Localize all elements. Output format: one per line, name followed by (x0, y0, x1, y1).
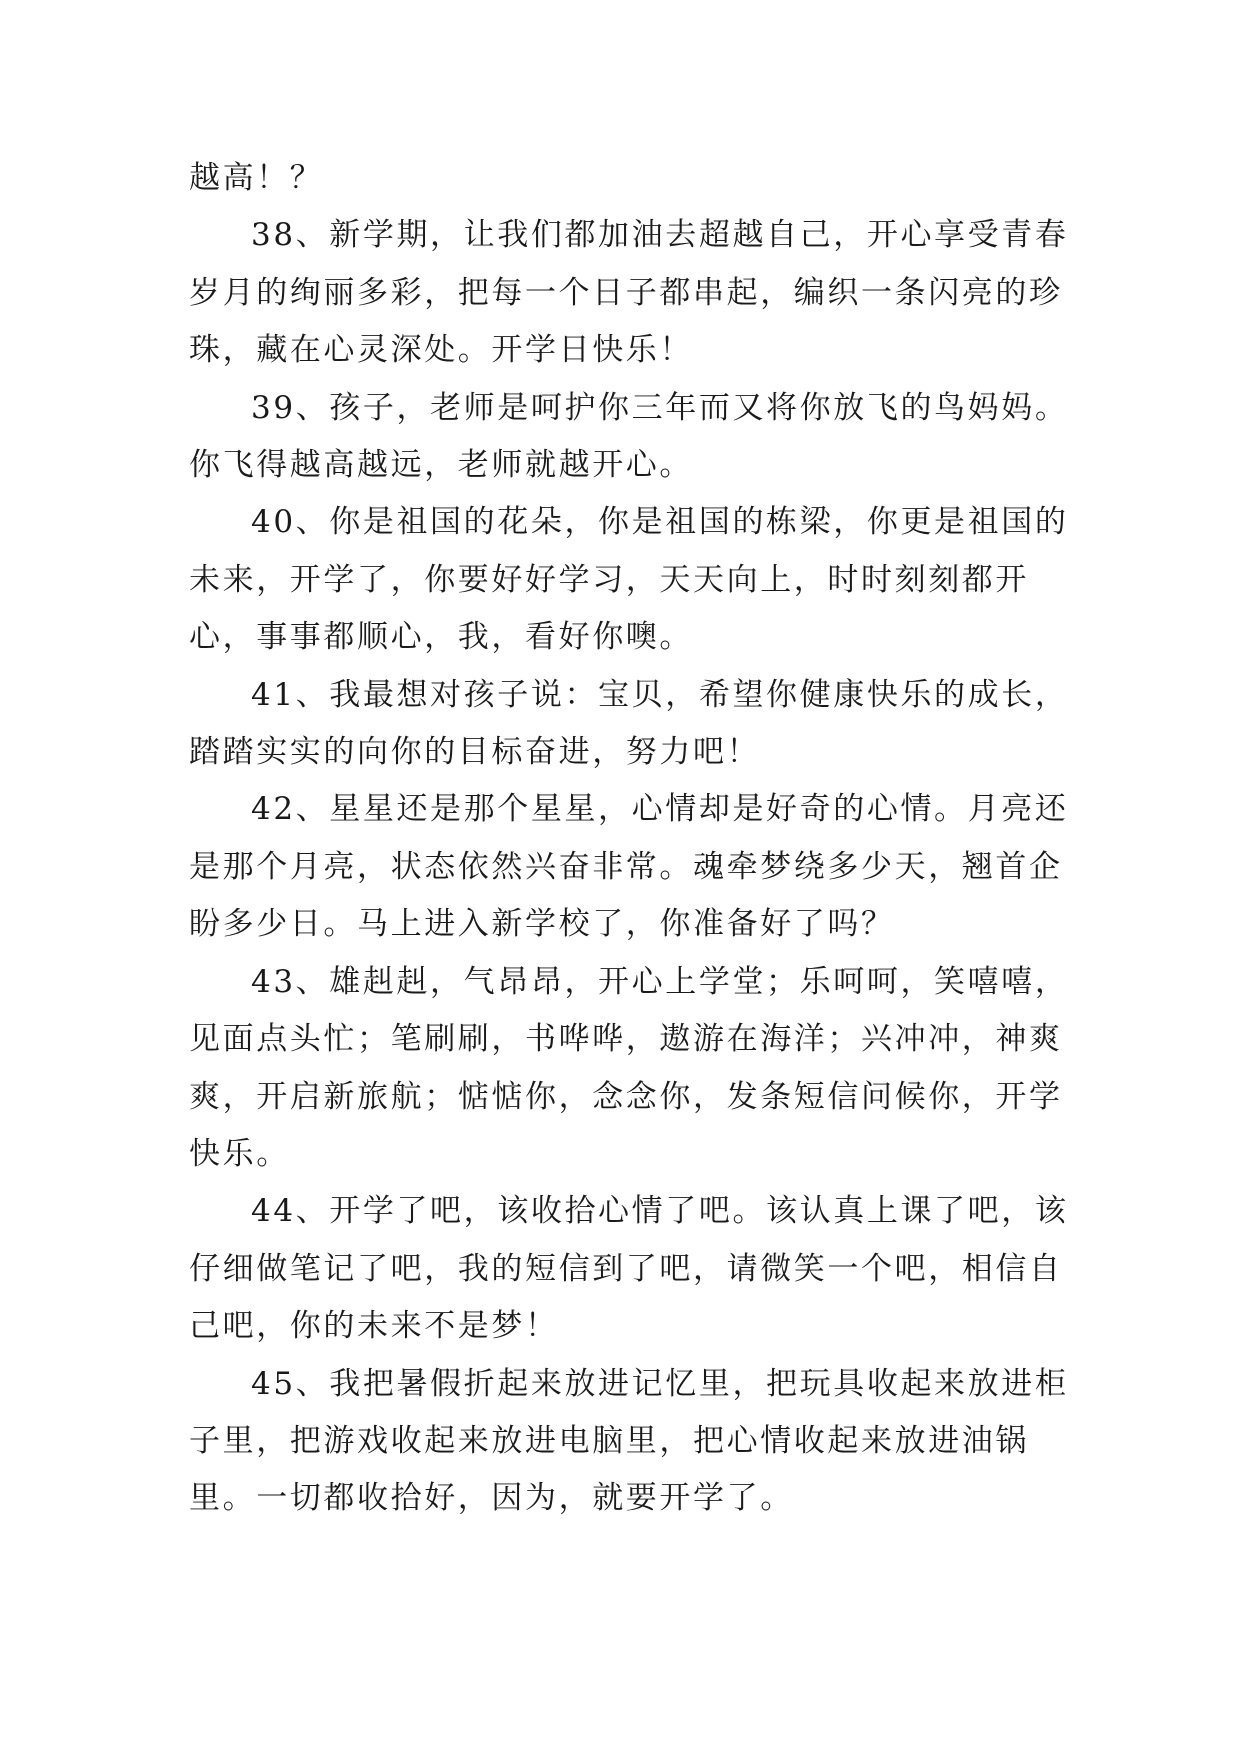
document-body (189, 150, 1069, 1528)
paragraph-38: 38、新学期，让我们都加油去超越自己，开心享受青春岁月的绚丽多彩，把每一个日子都串起，编织一条闪亮的珍珠，藏在心灵深处。开学日快乐！ (189, 217, 1069, 369)
paragraph-42: 42、星星还是那个星星，心情却是好奇的心情。月亮还是那个月亮，状态依然兴奋非常。魂牵梦绕多少天，翘首企盼多少日。马上进入新学校了，你准备好了吗？ (189, 791, 1069, 943)
paragraph-43: 43、雄赳赳，气昂昂，开心上学堂；乐呵呵，笑嘻嘻，见面点头忙；笔刷刷，书哗哗，遨游在海洋；兴冲冲，神爽爽，开启新旅航；惦惦你，念念你，发条短信问候你，开学快乐。 (189, 963, 1069, 1172)
paragraph-continuation: 越高！？ (189, 160, 324, 196)
paragraph-45: 45、我把暑假折起来放进记忆里，把玩具收起来放进柜子里，把游戏收起来放进电脑里，把心情收起来放进油锅里。一切都收拾好，因为，就要开学了。 (189, 1365, 1069, 1517)
paragraph-39: 39、孩子，老师是呵护你三年而又将你放飞的鸟妈妈。你飞得越高越远，老师就越开心。 (189, 389, 1069, 484)
paragraph-40: 40、你是祖国的花朵，你是祖国的栋梁，你更是祖国的未来，开学了，你要好好学习，天天向上，时时刻刻都开心，事事都顺心，我，看好你噢。 (189, 504, 1069, 656)
paragraph-44: 44、开学了吧，该收拾心情了吧。该认真上课了吧，该仔细做笔记了吧，我的短信到了吧，请微笑一个吧，相信自己吧，你的未来不是梦！ (189, 1193, 1069, 1345)
paragraph-41: 41、我最想对孩子说：宝贝，希望你健康快乐的成长，踏踏实实的向你的目标奋进，努力吧！ (189, 676, 1069, 771)
